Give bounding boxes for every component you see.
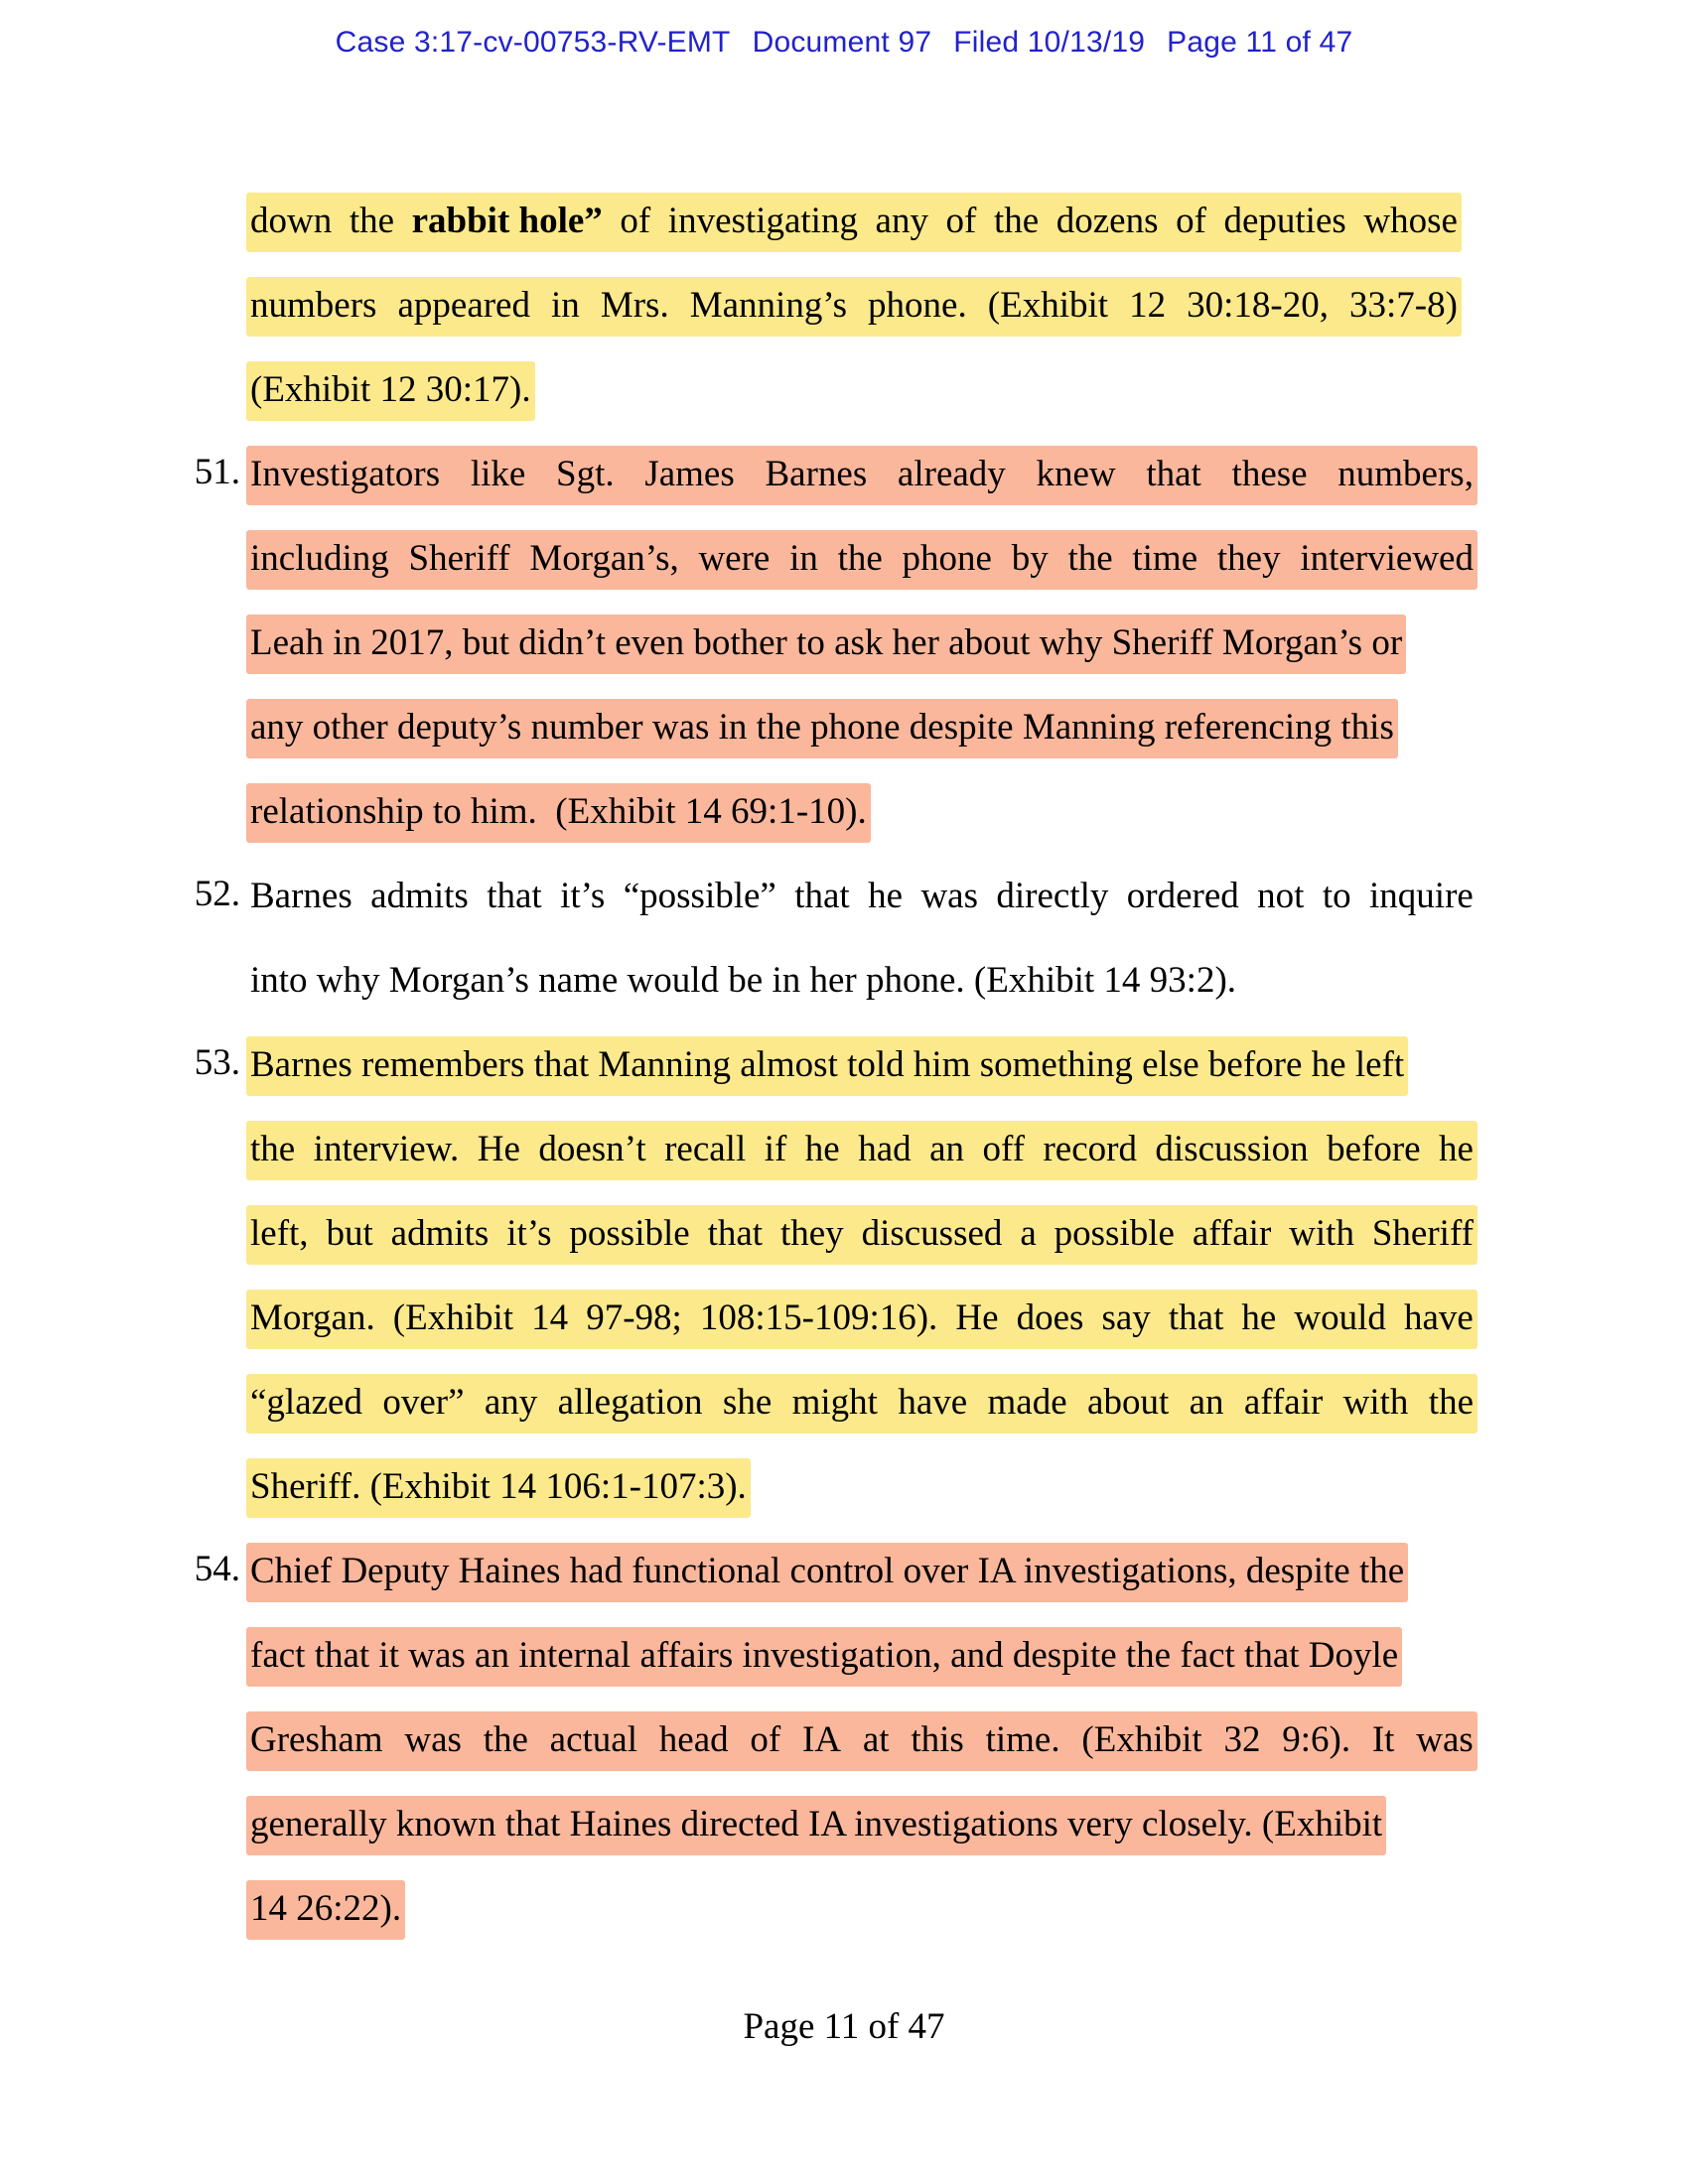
word: had — [858, 1128, 912, 1169]
word: off — [982, 1128, 1025, 1169]
word: might — [791, 1381, 878, 1423]
word: head — [658, 1718, 729, 1760]
word: (Exhibit — [987, 284, 1109, 326]
word: 30:18-20, — [1187, 284, 1329, 326]
word: numbers — [250, 284, 377, 326]
word: made — [987, 1381, 1067, 1423]
word: He — [955, 1297, 999, 1338]
word: the — [993, 200, 1040, 241]
line-text: 14 26:22). — [250, 1887, 402, 1929]
word: phone. — [868, 284, 967, 326]
text-line — [246, 1442, 1470, 1527]
word: of — [1176, 200, 1206, 241]
justified-line — [250, 1714, 1474, 1766]
highlight-yellow — [246, 1121, 1477, 1180]
word: 12 — [1129, 284, 1167, 326]
word: Sheriff — [1371, 1212, 1474, 1254]
word: this — [911, 1718, 964, 1760]
word: of — [750, 1718, 781, 1760]
word: Manning’s — [689, 284, 848, 326]
word: Gresham — [250, 1718, 383, 1760]
text-line — [246, 514, 1474, 599]
text-line — [246, 767, 1470, 852]
word: time — [1132, 537, 1198, 579]
word: 9:6). — [1282, 1718, 1351, 1760]
word: recall — [664, 1128, 747, 1169]
text-line — [246, 345, 1470, 430]
highlight-yellow — [246, 1205, 1477, 1265]
word: say — [1101, 1297, 1151, 1338]
justified-line — [250, 1377, 1474, 1429]
word: time. — [985, 1718, 1060, 1760]
word: interview. — [313, 1128, 460, 1169]
text-line — [246, 1696, 1474, 1780]
word: they — [1216, 537, 1281, 579]
justified-line — [250, 449, 1474, 500]
text-line — [246, 1105, 1474, 1189]
word: dozens — [1055, 200, 1159, 241]
ecf-case-number: Case 3:17-cv-00753-RV-EMT — [335, 26, 731, 59]
word: to — [1322, 875, 1351, 916]
word: if — [764, 1128, 787, 1169]
word: Morgan’s, — [529, 537, 679, 579]
list-number-54: 54. — [194, 1549, 240, 1589]
word: they — [779, 1212, 844, 1254]
highlight-orange — [246, 1796, 1386, 1855]
word: he — [1439, 1128, 1474, 1169]
line-text: into why Morgan’s name would be in her phone. (Exhibit 14 93:2). — [250, 959, 1237, 1001]
word: he — [868, 875, 904, 916]
word: the — [349, 200, 395, 241]
word: have — [898, 1381, 968, 1423]
word: with — [1342, 1381, 1409, 1423]
word: over” — [382, 1381, 465, 1423]
word: whose — [1363, 200, 1458, 241]
word: 97-98; — [586, 1297, 682, 1338]
line-text: Chief Deputy Haines had functional control over IA investigations, despite the — [250, 1550, 1405, 1591]
word: these — [1231, 453, 1308, 494]
text-line — [246, 1780, 1470, 1864]
justified-line — [250, 871, 1474, 922]
ecf-filed-date: Filed 10/13/19 — [953, 26, 1146, 59]
word: have — [1403, 1297, 1474, 1338]
justified-line — [250, 533, 1474, 585]
paragraph-54 — [194, 1527, 1474, 1949]
word: record — [1043, 1128, 1137, 1169]
word: of — [620, 200, 651, 241]
word: numbers, — [1337, 453, 1474, 494]
text-line — [194, 1527, 1470, 1611]
word: the — [1067, 537, 1113, 579]
highlight-yellow — [246, 277, 1462, 337]
word: but — [326, 1212, 373, 1254]
text-line — [246, 936, 1470, 1021]
word: that — [487, 875, 542, 916]
line-text: fact that it was an internal affairs investigation, and despite the fact that Doyle — [250, 1634, 1399, 1676]
highlight-orange — [246, 699, 1398, 758]
word: discussed — [861, 1212, 1003, 1254]
highlight-orange — [246, 783, 871, 843]
word: directly — [996, 875, 1109, 916]
word: was — [920, 875, 978, 916]
document-body — [194, 177, 1474, 1949]
word: the — [483, 1718, 528, 1760]
word: appeared — [397, 284, 530, 326]
word: before — [1327, 1128, 1421, 1169]
word: that — [707, 1212, 764, 1254]
justified-line — [250, 280, 1458, 332]
list-number-52: 52. — [194, 874, 240, 914]
justified-line — [250, 1293, 1474, 1344]
justified-line — [250, 196, 1458, 247]
word: in — [789, 537, 818, 579]
highlight-yellow — [246, 1290, 1477, 1349]
word: the — [250, 1128, 296, 1169]
word: “glazed — [250, 1381, 362, 1423]
text-line — [246, 177, 1470, 261]
word: would — [1294, 1297, 1386, 1338]
highlight-orange — [246, 446, 1477, 505]
highlight-orange — [246, 1627, 1402, 1687]
word: an — [929, 1128, 965, 1169]
word: she — [722, 1381, 773, 1423]
word: left, — [250, 1212, 309, 1254]
text-line — [246, 599, 1470, 683]
word: that — [794, 875, 850, 916]
list-number-51: 51. — [194, 452, 240, 492]
word: Sheriff — [408, 537, 510, 579]
word: admits — [390, 1212, 490, 1254]
word: by — [1011, 537, 1049, 579]
word: an — [1189, 1381, 1224, 1423]
text-line — [246, 1864, 1470, 1949]
highlight-orange — [246, 1543, 1408, 1602]
word: possible — [1054, 1212, 1175, 1254]
word: any — [875, 200, 928, 241]
text-line — [194, 852, 1474, 936]
word: 32 — [1223, 1718, 1261, 1760]
word: a — [1020, 1212, 1037, 1254]
line-text: Barnes remembers that Manning almost told him something else before he left — [250, 1043, 1405, 1085]
word: Investigators — [250, 453, 441, 494]
word: it’s — [560, 875, 606, 916]
word: Barnes — [765, 453, 868, 494]
word: (Exhibit — [1081, 1718, 1202, 1760]
word: Barnes — [250, 875, 352, 916]
line-text: Sheriff. (Exhibit 14 106:1-107:3). — [250, 1465, 747, 1507]
word: about — [1087, 1381, 1170, 1423]
highlight-yellow — [246, 193, 1462, 252]
word: discussion — [1155, 1128, 1309, 1169]
page-footer — [0, 2005, 1688, 2048]
text-line — [246, 1189, 1474, 1274]
text-line — [246, 683, 1470, 767]
paragraph-52 — [194, 852, 1474, 1021]
list-number-53: 53. — [194, 1042, 240, 1083]
highlight-orange — [246, 1711, 1477, 1771]
word: doesn’t — [538, 1128, 646, 1169]
word: at — [862, 1718, 890, 1760]
word: phone — [902, 537, 992, 579]
word: were — [698, 537, 771, 579]
word: interviewed — [1300, 537, 1474, 579]
plain-text-run — [246, 952, 1240, 1012]
word: affair — [1243, 1381, 1324, 1423]
word: knew — [1036, 453, 1116, 494]
ecf-document-number: Document 97 — [752, 26, 932, 59]
text-line — [246, 1274, 1474, 1358]
word: 108:15-109:16). — [699, 1297, 938, 1338]
word: with — [1289, 1212, 1354, 1254]
word: it’s — [506, 1212, 552, 1254]
paragraph-51 — [194, 430, 1474, 852]
word: the — [1428, 1381, 1474, 1423]
word: investigating — [667, 200, 858, 241]
word: Morgan. — [250, 1297, 375, 1338]
word: ordered — [1126, 875, 1239, 916]
word: that — [1146, 453, 1201, 494]
word: It — [1371, 1718, 1395, 1760]
highlight-yellow — [246, 1458, 751, 1518]
word: Mrs. — [600, 284, 669, 326]
ecf-header-stamp — [0, 26, 1688, 60]
word: of — [945, 200, 977, 241]
justified-line — [250, 1124, 1474, 1175]
highlight-yellow — [246, 1036, 1408, 1096]
word: any — [484, 1381, 538, 1423]
footer-page-label: Page 11 of 47 — [743, 2006, 945, 2047]
word: 33:7-8) — [1348, 284, 1458, 326]
word: allegation — [557, 1381, 703, 1423]
word: IA — [802, 1718, 842, 1760]
word: like — [470, 453, 526, 494]
word: not — [1257, 875, 1305, 916]
text-line — [246, 261, 1470, 345]
word: affair — [1192, 1212, 1272, 1254]
highlight-orange — [246, 530, 1477, 590]
word: 14 — [531, 1297, 569, 1338]
word: does — [1016, 1297, 1084, 1338]
word: He — [477, 1128, 520, 1169]
ecf-page-number: Page 11 of 47 — [1167, 26, 1353, 59]
highlight-orange — [246, 614, 1406, 674]
word: admits — [370, 875, 469, 916]
word: (Exhibit — [392, 1297, 514, 1338]
line-text: any other deputy’s number was in the phone despite Manning referencing this — [250, 706, 1394, 748]
word: James — [644, 453, 735, 494]
word: already — [897, 453, 1006, 494]
line-text: (Exhibit 12 30:17). — [250, 368, 531, 410]
paragraph-continuation — [246, 177, 1470, 430]
text-line — [194, 430, 1474, 514]
line-text: relationship to him. (Exhibit 14 69:1-10). — [250, 790, 867, 832]
plain-text-run — [246, 868, 1477, 927]
word: was — [404, 1718, 462, 1760]
highlight-orange — [246, 1880, 405, 1940]
word: the — [837, 537, 883, 579]
word: deputies — [1223, 200, 1346, 241]
word: inquire — [1369, 875, 1474, 916]
word-bold: rabbit hole” — [411, 200, 603, 241]
highlight-yellow — [246, 361, 535, 421]
word: including — [250, 537, 389, 579]
word: down — [250, 200, 333, 241]
line-text: generally known that Haines directed IA investigations very closely. (Exhibit — [250, 1803, 1383, 1844]
word: was — [1416, 1718, 1474, 1760]
word: he — [1241, 1297, 1277, 1338]
text-line — [246, 1358, 1474, 1442]
word: actual — [549, 1718, 637, 1760]
word: possible — [569, 1212, 690, 1254]
word: he — [804, 1128, 840, 1169]
text-line — [246, 1611, 1470, 1696]
word: that — [1168, 1297, 1224, 1338]
paragraph-53 — [194, 1021, 1474, 1527]
word: Sgt. — [556, 453, 615, 494]
word: “possible” — [623, 875, 776, 916]
highlight-yellow — [246, 1374, 1477, 1433]
word: in — [551, 284, 580, 326]
text-line — [194, 1021, 1470, 1105]
line-text: Leah in 2017, but didn’t even bother to ask her about why Sheriff Morgan’s or — [250, 621, 1403, 663]
justified-line — [250, 1208, 1474, 1260]
